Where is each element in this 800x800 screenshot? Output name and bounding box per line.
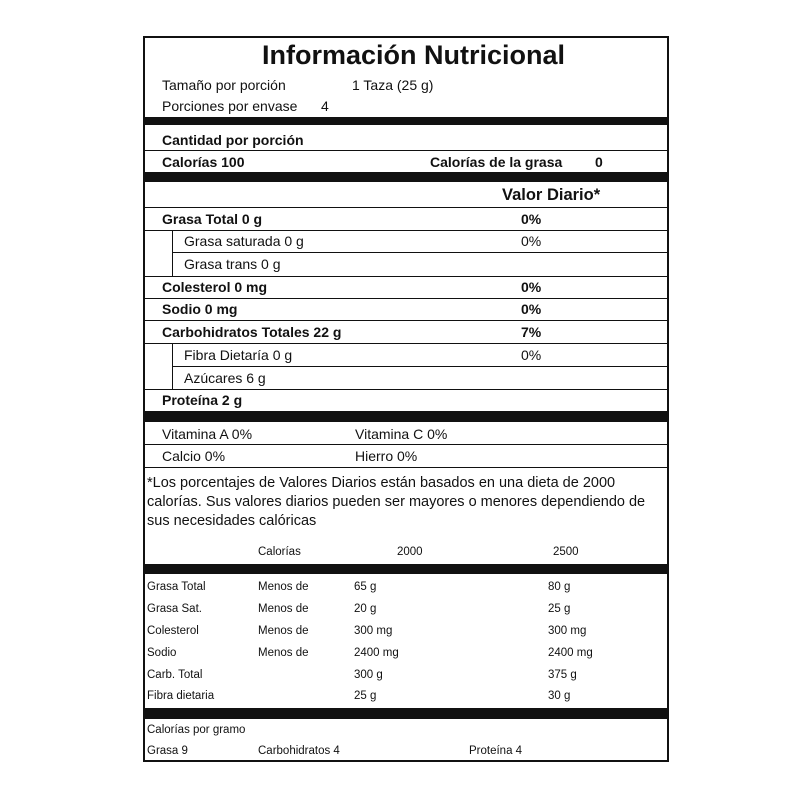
table-row-value-2500: 2400 mg bbox=[548, 647, 593, 659]
nutrient-saturated-fat: Grasa saturada 0 g bbox=[184, 233, 304, 249]
divider bbox=[172, 366, 667, 367]
divider bbox=[145, 276, 667, 277]
table-row-value-2000: 300 mg bbox=[354, 625, 393, 637]
table-row-value-2000: 2400 mg bbox=[354, 647, 399, 659]
calories: Calorías 100 bbox=[162, 154, 245, 170]
divider bbox=[145, 298, 667, 299]
table-row-value-2500: 30 g bbox=[548, 690, 571, 702]
calories-per-gram-fat: Grasa 9 bbox=[147, 745, 188, 757]
servings-per-container-value: 4 bbox=[321, 98, 329, 114]
table-row-name: Colesterol bbox=[147, 625, 199, 637]
table-row-value-2500: 300 mg bbox=[548, 625, 587, 637]
nutrient-sodium: Sodio 0 mg bbox=[162, 301, 238, 317]
calcium: Calcio 0% bbox=[162, 448, 226, 464]
vitamin-c: Vitamina C 0% bbox=[355, 426, 448, 442]
servings-per-container-label: Porciones por envase bbox=[162, 98, 298, 114]
table-row-name: Grasa Total bbox=[147, 581, 206, 593]
nutrient-total-carbs-dv: 7% bbox=[521, 324, 542, 340]
calories-per-gram-label: Calorías por gramo bbox=[147, 724, 246, 736]
amount-per-serving: Cantidad por porción bbox=[162, 132, 304, 148]
table-row-value-2000: 65 g bbox=[354, 581, 377, 593]
table-row-value-2000: 25 g bbox=[354, 690, 377, 702]
indent-spacer bbox=[145, 230, 172, 276]
table-row-value-2000: 20 g bbox=[354, 603, 377, 615]
label-title: Información Nutricional bbox=[262, 40, 566, 70]
divider bbox=[145, 467, 667, 468]
nutrient-saturated-fat-dv: 0% bbox=[521, 233, 542, 249]
nutrient-sodium-dv: 0% bbox=[521, 301, 542, 317]
thick-divider bbox=[145, 172, 667, 182]
nutrient-protein: Proteína 2 g bbox=[162, 392, 243, 408]
table-row-name: Sodio bbox=[147, 647, 177, 659]
table-row-value-2000: 300 g bbox=[354, 669, 383, 681]
table-row-name: Grasa Sat. bbox=[147, 603, 202, 615]
nutrient-trans-fat: Grasa trans 0 g bbox=[184, 256, 281, 272]
calories-per-gram-protein: Proteína 4 bbox=[469, 745, 523, 757]
thick-divider bbox=[145, 411, 667, 422]
dv-table-header-2000: 2000 bbox=[397, 546, 423, 558]
footnote-line: sus necesidades calóricas bbox=[147, 513, 317, 529]
nutrient-total-carbs: Carbohidratos Totales 22 g bbox=[162, 324, 342, 340]
dv-table-header-2500: 2500 bbox=[553, 546, 579, 558]
divider bbox=[145, 389, 667, 390]
table-row-qualifier: Menos de bbox=[258, 581, 309, 593]
nutrition-label bbox=[143, 36, 669, 762]
vitamin-a: Vitamina A 0% bbox=[162, 426, 253, 442]
dv-table-header-label: Calorías bbox=[258, 546, 301, 558]
nutrient-total-fat: Grasa Total 0 g bbox=[162, 211, 263, 227]
calories-from-fat-label: Calorías de la grasa bbox=[430, 154, 563, 170]
indent-border bbox=[172, 230, 173, 276]
table-row-name: Carb. Total bbox=[147, 669, 203, 681]
nutrient-fiber: Fibra Dietaría 0 g bbox=[184, 347, 293, 363]
thick-divider bbox=[145, 117, 667, 125]
thick-divider bbox=[145, 564, 667, 574]
divider bbox=[145, 230, 667, 231]
calories-from-fat-value: 0 bbox=[595, 154, 603, 170]
table-row-qualifier: Menos de bbox=[258, 603, 309, 615]
serving-size-label: Tamaño por porción bbox=[162, 77, 286, 93]
calories-per-gram-carbs: Carbohidratos 4 bbox=[258, 745, 340, 757]
footnote-line: *Los porcentajes de Valores Diarios están basados en una dieta de 2000 bbox=[147, 475, 616, 491]
nutrient-sugars: Azúcares 6 g bbox=[184, 370, 266, 386]
divider bbox=[145, 444, 667, 445]
table-row-name: Fibra dietaria bbox=[147, 690, 215, 702]
table-row-value-2500: 375 g bbox=[548, 669, 577, 681]
nutrient-fiber-dv: 0% bbox=[521, 347, 542, 363]
daily-value-header: Valor Diario* bbox=[502, 186, 601, 204]
divider bbox=[145, 207, 667, 208]
table-row-value-2500: 25 g bbox=[548, 603, 571, 615]
nutrient-cholesterol-dv: 0% bbox=[521, 279, 542, 295]
nutrient-total-fat-dv: 0% bbox=[521, 211, 542, 227]
divider bbox=[145, 320, 667, 321]
indent-border bbox=[172, 343, 173, 389]
table-row-qualifier: Menos de bbox=[258, 647, 309, 659]
divider bbox=[145, 150, 667, 151]
footnote-line: calorías. Sus valores diarios pueden ser mayores o menores dependiendo de bbox=[147, 494, 646, 510]
divider bbox=[145, 343, 667, 344]
serving-size-value: 1 Taza (25 g) bbox=[352, 77, 434, 93]
divider bbox=[172, 252, 667, 253]
nutrient-cholesterol: Colesterol 0 mg bbox=[162, 279, 268, 295]
thick-divider bbox=[145, 708, 667, 719]
iron: Hierro 0% bbox=[355, 448, 418, 464]
table-row-value-2500: 80 g bbox=[548, 581, 571, 593]
table-row-qualifier: Menos de bbox=[258, 625, 309, 637]
